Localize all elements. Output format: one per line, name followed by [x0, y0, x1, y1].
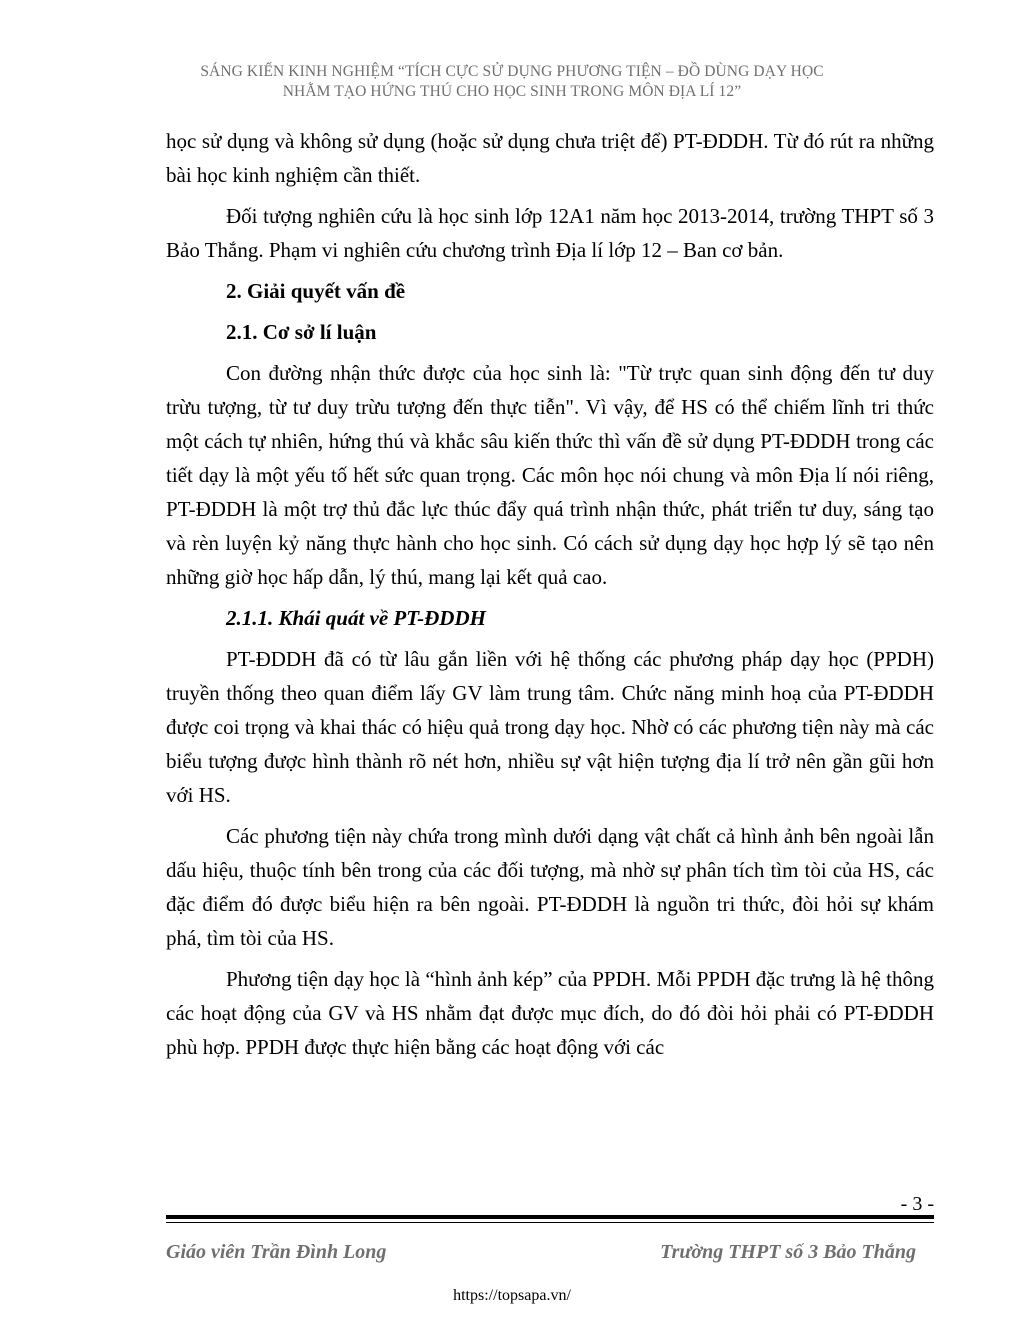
page-body [166, 124, 934, 1071]
paragraph-dual-image: Phương tiện dạy học là “hình ảnh kép” của PPDH. Mỗi PPDH đặc trưng là hệ thông các hoạt động của GV và HS nhằm đạt được mục đích, do đó đòi hỏi phải có PT-ĐDDH phù hợp. PPDH được thực hiện bằng các hoạt động với các [166, 967, 934, 1059]
footer-author: Giáo viên Trần Đình Long [166, 1241, 387, 1263]
section-heading-2: 2. Giải quyết vấn đề [226, 279, 406, 303]
header-line-2: NHẰM TẠO HỨNG THÚ CHO HỌC SINH TRONG MÔN ĐỊA LÍ 12” [282, 83, 742, 100]
page-number: - 3 - [900, 1193, 934, 1215]
paragraph-overview: PT-ĐDDH đã có từ lâu gắn liền với hệ thống các phương pháp dạy học (PPDH) truyền thống theo quan điểm lấy GV làm trung tâm. Chức năng minh hoạ của PT-ĐDDH được coi trọng và khai thác có hiệu quả trong dạy học. Nhờ có các phương tiện này mà các biểu tượng được hình thành rõ nét hơn, nhiều sự vật hiện tượng địa lí trở nên gần gũi hơn với HS. [166, 647, 934, 807]
section-heading-2-1: 2.1. Cơ sở lí luận [226, 320, 377, 344]
footer-rule-thin [166, 1222, 934, 1223]
document-header [0, 62, 1024, 102]
footer-school: Trường THPT số 3 Bảo Thắng [660, 1241, 916, 1263]
source-url: https://topsapa.vn/ [453, 1287, 571, 1304]
header-line-1: SÁNG KIẾN KINH NGHIỆM “TÍCH CỰC SỬ DỤNG PHƯƠNG TIỆN – ĐỒ DÙNG DẠY HỌC [200, 63, 824, 80]
paragraph-materials: Các phương tiện này chứa trong mình dưới dạng vật chất cả hình ảnh bên ngoài lẫn dấu hiệu, thuộc tính bên trong của các đối tượng, mà nhờ sự phân tích tìm tòi của HS, các đặc điểm đó được biểu hiện ra bên ngoài. PT-ĐDDH là nguồn tri thức, đòi hỏi sự khám phá, tìm tòi của HS. [166, 824, 934, 950]
paragraph-research-scope: Đối tượng nghiên cứu là học sinh lớp 12A1 năm học 2013-2014, trường THPT số 3 Bảo Thắng. Phạm vi nghiên cứu chương trình Địa lí lớp 12 – Ban cơ bản. [166, 204, 934, 262]
paragraph-theory: Con đường nhận thức được của học sinh là: "Từ trực quan sinh động đến tư duy trừu tượng, từ tư duy trừu tượng đến thực tiễn". Vì vậy, để HS có thể chiếm lĩnh tri thức một cách tự nhiên, hứng thú và khắc sâu kiến thức thì vấn đề sử dụng PT-ĐDDH trong các tiết dạy là một yếu tố hết sức quan trọng. Các môn học nói chung và môn Địa lí nói riêng, PT-ĐDDH là một trợ thủ đắc lực thúc đẩy quá trình nhận thức, phát triển tư duy, sáng tạo và rèn luyện kỷ năng thực hành cho học sinh. Có cách sử dụng dạy học hợp lý sẽ tạo nên những giờ học hấp dẫn, lý thú, mang lại kết quả cao. [166, 361, 934, 589]
paragraph-continuation: học sử dụng và không sử dụng (hoặc sử dụng chưa triệt để) PT-ĐDDH. Từ đó rút ra những bài học kinh nghiệm cần thiết. [166, 129, 934, 187]
footer-rule-thick [166, 1215, 934, 1219]
section-heading-2-1-1: 2.1.1. Khái quát về PT-ĐDDH [226, 606, 486, 630]
